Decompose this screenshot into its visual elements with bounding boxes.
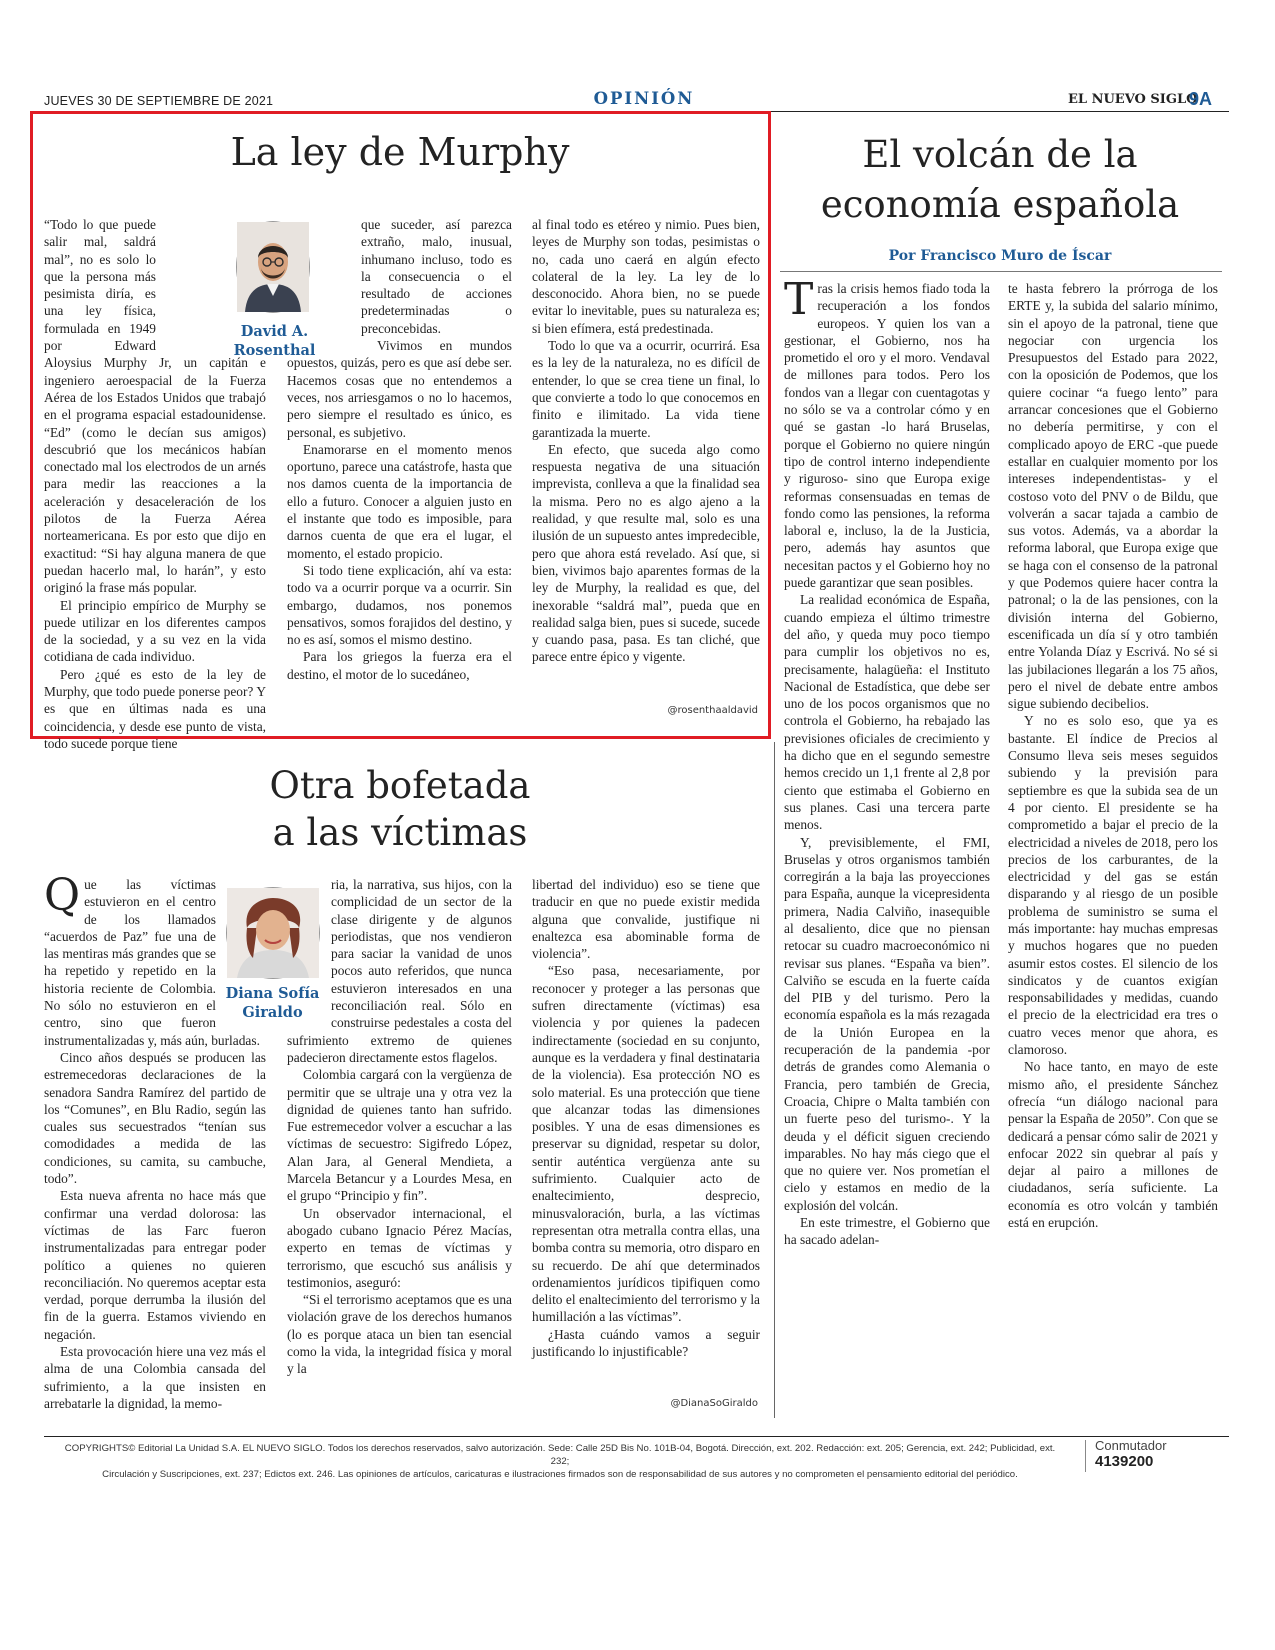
article2-paragraph: ¿Hasta cuándo vamos a seguir justificando lo injustificable? [532,1326,760,1360]
article2-column-2 [287,876,512,1416]
article3-paragraph: No hace tanto, en mayo de este mismo año, el presidente Sánchez ofrecía “un diálogo nacional para pensar la España de 2050”. Con que se dedicará a pensar cómo salir de 2021 y enfocar 2022 sin quebrar al país y dejar al pairo a millones de ciudadanos, sería suficiente. La economía es otro volcán y también está en erupción. [1008,1059,1218,1231]
conmutador-box [1095,1438,1215,1470]
article1-paragraph: Para los griegos la fuerza era el destino, el motor de lo sucedáneo, [287,649,512,682]
header-date: JUEVES 30 DE SEPTIEMBRE DE 2021 [44,94,274,108]
footer-divider [1085,1440,1086,1472]
article1-paragraph: En efecto, que suceda algo como respuesta negativa de una situación imprevista, conlleva a que la finalidad sea la misma. Pero no es algo ajeno a la realidad, y que resulte mal, solo es una ilusión de un supuesto antes impredecible, pero que ahora está revelado. Así que, si bien, vivimos bajo aparentes formas de la ley de Murphy, la realidad es que, del inexorable “saldrá mal”, pueda que en realidad salga bien, pues si sucede, sucede y cuando pasa, pasa. Es tan cliché, que parece entre épico y vigente. [532,441,760,665]
article2-title-line2: a las víctimas [272,811,528,854]
conmutador-number: 4139200 [1095,1453,1154,1470]
article3-paragraph: Y, previsiblemente, el FMI, Bruselas y otros organismos también corregirán a la baja las proyecciones para España, aunque la vicepresidenta primera, Nadia Calviño, inasequible al desaliento, dice que no piensan retocar su cuadro macroeconómico ni revisar sus planes. “España va bien”. Calviño se escuda en la fuerte caída del PIB y del turismo. Pero la economía española es la más rezagada de la Unión Europea en la recuperación de la pandemia -por detrás de grandes como Alemania o Francia, pero también de Grecia, Croacia, Chipre o Malta también con un fuerte peso del turismo-. Y la deuda y el déficit siguen creciendo imparables. No hay más ciego que el que no quiere ver. Nos prometían el cielo y estamos en medio de la explosión del volcán. [784,834,990,1213]
article1-photo-spacer [287,216,361,354]
article2-paragraph: Esta nueva afrenta no hace más que confirmar una verdad dolorosa: las víctimas de las Farc fueron instrumentalizadas para entregar poder político a quienes no quieren reconciliación. No queremos aceptar esta verdad, porque derrumba la ilusión del fin de la guerra. Estamos viviendo en negación. [44,1188,266,1342]
article1-paragraph: Pero ¿qué es esto de la ley de Murphy, que todo puede ponerse peor? Y es que en últimas nada es una coincidencia, y desde ese punto de vista, todo sucede porque tiene [44,666,266,751]
article2-paragraph: Un observador internacional, el abogado cubano Ignacio Pérez Macías, experto en temas de víctimas y terrorismo, que escuchó sus análisis y testimonios, aseguró: [287,1205,512,1290]
article2-paragraph: ria, la narrativa, sus hijos, con la complicidad de un sector de la clase dirigente y de algunos periodistas, que nos vendieron para saciar la vanidad de unos pocos auto referidos, que nunca estuvieron interesados en una reconciliación real. Sólo en construirse pedestales a costa del sufrimiento extremo de quienes padecieron directamente estos flagelos. [287,877,512,1065]
article2-paragraph: “Si el terrorismo aceptamos que es una violación grave de los derechos humanos (lo es porque ataca un bien tan esencial como la vida, la integridad física y moral y la [287,1292,512,1377]
article1-photo-spacer [156,216,266,354]
article1-column-2 [287,216,512,726]
article2-title [40,762,760,856]
article2-handle: @DianaSoGiraldo [670,1398,758,1409]
article1-paragraph: “Todo lo que puede salir mal, saldrá mal”, no es solo lo que la persona más pesimista diría, es una ley física, formulada en 1949 por Edward Aloysius Murphy Jr, un capitán e ingeniero aeroespacial de la Fuerza Aérea de los Estados Unidos que trabajó en el programa espacial estadounidense. “Ed” (como le decían sus amigos) descubrió que los mecánicos habían conectado mal los electrodos de un arnés para medir las reacciones a la aceleración y desaceleración de los pilotos de la Fuerza Aérea norteamericana. Es por esto que dijo en exactitud: “Si hay alguna manera de que puedan hacerlo mal, lo harán”, y esto originó la frase más popular. [44,217,266,596]
article3-byline-rule [780,271,1222,272]
article2-author-line1: Diana Sofía [225,985,320,1002]
page-header [44,90,1224,112]
article3-title [780,130,1220,230]
article1-column-3 [532,216,760,706]
article2-title-line1: Otra bofetada [269,764,531,807]
article3-paragraph: En este trimestre, el Gobierno que ha sacado adelan- [784,1215,990,1248]
article2-photo-spacer [216,876,266,1016]
article1-paragraph: Enamorarse en el momento menos oportuno, parece una catástrofe, hasta que nos damos cuenta de la importancia de ello a futuro. Conocer a alguien justo en el instante que todo es imposible, para darnos cuenta de que era el lugar, el momento, el estado propicio. [287,441,512,561]
column-divider [774,742,775,1418]
article1-paragraph: El principio empírico de Murphy se puede utilizar en los diferentes campos de la sociedad, y a su vez en la vida cotidiana de cada individuo. [44,597,266,665]
article2-paragraph: Esta provocación hiere una vez más el alma de una Colombia cansada del sufrimiento, a la que insisten en arrebatarle la dignidad, la memo- [44,1344,266,1411]
article2-paragraph: “Eso pasa, necesariamente, por reconocer y proteger a las personas que sufren directamente (víctimas) esa violencia y por quienes la padecen indirectamente (sociedad en su conjunto, aunque es la verdadera y final destinataria de la violencia). Esa protección NO es solo material. Es una protección que tiene que alcanzar todas las dimensiones posibles. Y una de esas dimensiones es preservar su dignidad, respetar su dolor, sentir auténtica vergüenza ante su sufrimiento. Cualquier acto de enaltecimiento, desprecio, minusvaloración, burla, a las víctimas representan otra metralla contra ellas, una bomba contra su memoria, otro disparo en su recuerdo. De ahí que determinados ordenamientos jurídicos tipifiquen como delito el enaltecimiento del terrorismo y la humillación a las víctimas”. [532,963,760,1325]
article1-column-1 [44,216,266,751]
article1-author-line1: David A. [240,323,309,340]
article3-title-line2: economía española [820,183,1180,226]
article2-author-line2: Giraldo [242,1004,303,1021]
article1-author-line2: Rosenthal [233,342,316,359]
article2-paragraph: ue las víctimas estuvieron en el centro de los llamados “acuerdos de Paz” fue una de las mentiras más grandes que se ha repetido y repetido en la historia reciente de Colombia. No sólo no estuvieron en el centro, sino que fueron instrumentalizadas y, más aún, burladas. [44,877,260,1048]
article3-dropcap: T [784,274,814,325]
footer-line2: Circulación y Suscripciones, ext. 237; Edictos ext. 246. Las opiniones de artículos, caricaturas e ilustraciones firmados son de responsabilidad de sus autores y no comprometen el pensamiento editorial del periódico. [102,1469,1018,1480]
header-newspaper: EL NUEVO SIGLO [1068,92,1198,107]
footer-line1: COPYRIGHTS© Editorial La Unidad S.A. EL NUEVO SIGLO. Todos los derechos reservados, salvo autorización. Sede: Calle 25D Bis No. 101B-04, Bogotá. Dirección, ext. 202. Redacción: ext. 205; Gerencia, ext. 242; Publicidad, ext. 232; [64,1443,1056,1467]
header-page-number: 9A [1189,89,1213,109]
article2-column-1 [44,870,266,1416]
article1-paragraph: Vivimos en mundos opuestos, quizás, pero es que así debe ser. Hacemos cosas que no entendemos a veces, nos arriesgamos o no lo hacemos, pero siempre el resultado es único, es personal, es subjetivo. [287,338,512,440]
article2-photo-spacer [287,876,331,1016]
article3-column-2 [1008,280,1218,1420]
article3-byline: Por Francisco Muro de Íscar [888,248,1112,264]
article1-paragraph: que suceder, así parezca extraño, malo, inusual, inhumano incluso, todo es la consecuencia o el resultado de acciones predeterminadas o preconcebidas. [361,217,512,336]
article3-paragraph: te hasta febrero la prórroga de los ERTE y, la subida del salario mínimo, sin el apoyo de la patronal, tiene que negociar con urgencia los Presupuestos del Estado para 2022, con la oposición de Podemos, que los quiere cocinar “a fuego lento” para arrancar concesiones que el Gobierno no debería permitirse, y con el complicado apoyo de ERC -que puede estallar en cualquier momento por los intereses independentistas- y el costoso voto del PNV o de Bildu, que volverán a sacar tajada a cambio de sus votos. Además, va a abordar la reforma laboral, que Europa exige que se haga con el consenso de la patronal y que Podemos quiere hacer contra la patronal; o la de las pensiones, con la división interna del Gobierno, escenificada un día sí y otro también entre Yolanda Díaz y Escrivá. No sé si las jubilaciones llegarán a los 75 años, pero el nivel de debate entre ambos sigue subiendo decibelios. [1008,281,1218,712]
conmutador-label: Conmutador [1095,1438,1167,1453]
article2-paragraph: Colombia cargará con la vergüenza de permitir que se ultraje una y otra vez la dignidad de quienes tanto han sufrido. Fue estremecedor volver a escuchar a las víctimas de secuestro: Sigifredo López, Alan Jara, al General Mendieta, a Marcela Betancur y a Lourdes Mesa, en el grupo “Principio y fin”. [287,1067,512,1204]
article1-paragraph: Si todo tiene explicación, ahí va esta: todo va a ocurrir porque va a ocurrir. Sin embargo, dudamos, nos ponemos pensativos, somos forajidos del destino, y no es así, somos el mismo destino. [287,562,512,648]
article3-paragraph: La realidad económica de España, cuando empieza el último trimestre del año, y queda muy poco tiempo para cumplir los objetivos no es, precisamente, halagüeña: el Instituto Nacional de Estadística, que debe ser uno de los pocos organismos que no controla el Gobierno, ha rebajado las previsiones oficiales de crecimiento y ha dicho que en el segundo semestre hemos crecido un 1,1 frente al 2,8 por ciento que estimaba el Gobierno en sus planes. Casi una tercera parte menos. [784,592,990,833]
article2-column-3 [532,876,760,1396]
article3-column-1 [784,274,990,1420]
article2-paragraph: Cinco años después se producen las estremecedoras declaraciones de la senadora Sandra Ramírez del partido de los “Comunes”, en Blu Radio, según las cuales sus secuestrados “tenían sus comodidades a medida de las condiciones, su camita, su cambuche, todo”. [44,1049,266,1187]
article1-title: La ley de Murphy [230,130,570,174]
footer-copyright [60,1442,1060,1481]
article1-paragraph: Todo lo que va a ocurrir, ocurrirá. Esa es la ley de la naturaleza, no es difícil de entender, lo que se crea tiene un final, lo que convierte a todo lo que conocemos en finito e ilimitado. La vida tiene garantizada la muerte. [532,338,760,440]
article2-paragraph: libertad del individuo) eso se tiene que traducir en que no puede existir medida alguna que convalide, justifique ni enaltezca esa abominable forma de violencia”. [532,877,760,962]
article1-handle: @rosenthaaldavid [667,705,758,716]
footer-rule [44,1436,1229,1437]
article2-dropcap: Q [44,870,81,921]
article3-paragraph: ras la crisis hemos fiado toda la recuperación a los fondos europeos. Y quien los van a gestionar, el Gobierno, nos ha prometido el oro y el moro. Vendaval de millones para todos. Pero los fondos van a llegar con cuentagotas y no sólo se va a controlar cómo y en qué se gastan -lo hará Bruselas, porque el Gobierno no quiere ningún tipo de control interno independiente y riguroso- sino que Europa exige reformas consensuadas en temas de fondo como las pensiones, la reforma laboral e, incluso, la de la Justicia, pero, además hay asuntos que necesitan pactos y el Gobierno hoy no puede garantizar que sean posibles. [784,281,990,591]
article3-paragraph: Y no es solo eso, que ya es bastante. El índice de Precios al Consumo lleva seis meses seguidos subiendo y la previsión para septiembre es que la subida sea de un 4 por ciento. El presidente se ha comprometido a bajar el precio de la electricidad a niveles de 2018, pero los precios de los carburantes, de la electricidad y del gas se están disparando y al riesgo de un posible problema de suministro se suma el más importante: hay muchas empresas y muchos hogares que no pueden asumir estos costes. El silencio de los sindicatos y de cuantos exigían responsabilidades y medidas, cuando el precio de la electricidad era tres o cuatro veces menor que ahora, es clamoroso. [1008,713,1218,1058]
article3-title-line1: El volcán de la [862,133,1138,176]
header-section: OPINIÓN [593,89,695,108]
article1-paragraph: al final todo es etéreo y nimio. Pues bien, leyes de Murphy son todas, pesimistas o no, cada uno caerá en algún efecto colateral de la ley. La ley de lo desconocido. Ahora bien, no se puede evitar lo inevitable, pues su naturaleza es; si bien efímera, está predestinada. [532,217,760,336]
